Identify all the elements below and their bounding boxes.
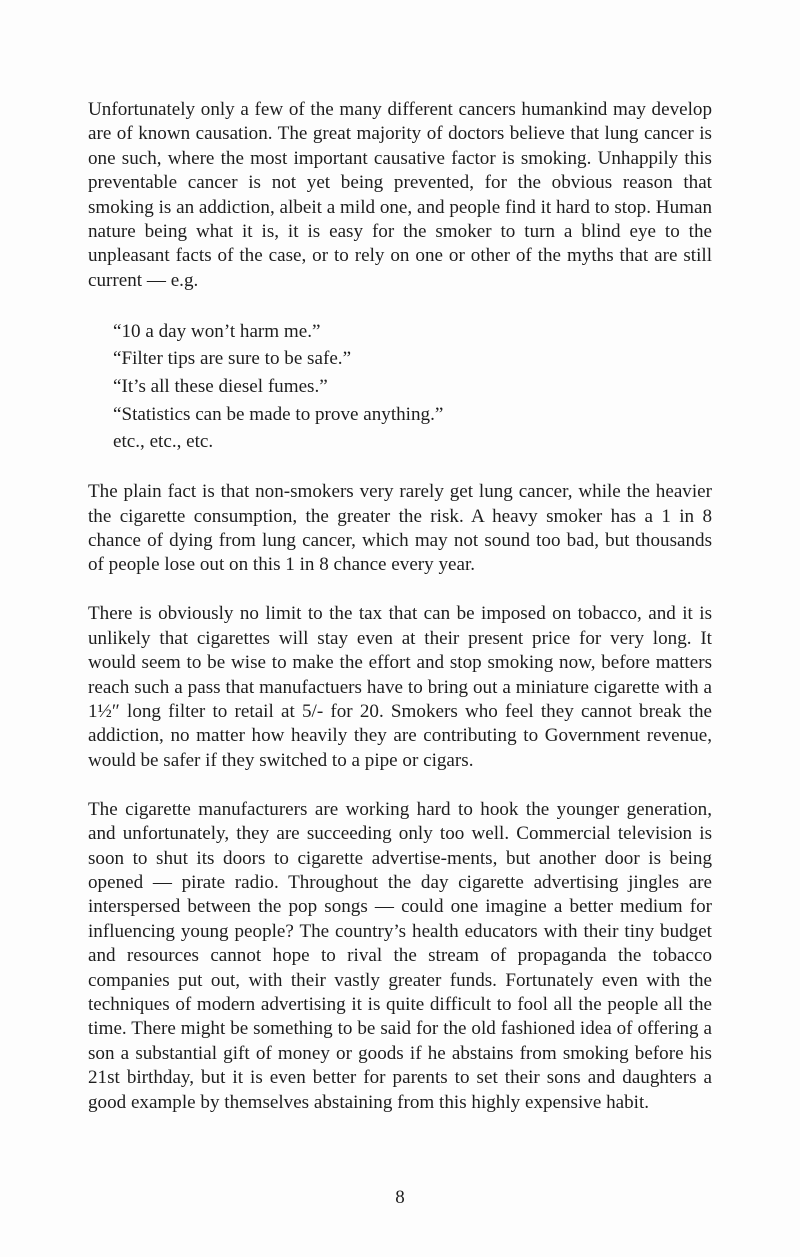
quote-line: “10 a day won’t harm me.” — [113, 320, 321, 342]
paragraph-intro: Unfortunately only a few of the many different cancers humankind may develop are of known causation. The great majority of doctors believe that lung cancer is one such, where the most important causative factor is smoking. Unhappily this preventable cancer is not yet being prevented, for the obvious reason that smoking is an addiction, albeit a mild one, and people find it hard to stop. Human nature being what it is, it is easy for the smoker to turn a blind eye to the unpleasant facts of the case, or to rely on one or other of the myths that are still current — e.g. — [88, 99, 712, 291]
paragraph-tax: There is obviously no limit to the tax that can be imposed on tobacco, and it is unlikely that cigarettes will stay even at their present price for very long. It would seem to be wise to make the effort and stop smoking now, before matters reach such a pass that manufactuers have to bring out a miniature cigarette with a 1½″ long filter to retail at 5/- for 20. Smokers who feel they cannot break the addiction, no matter how heavily they are contributing to Government revenue, would be safer if they switched to a pipe or cigars. — [88, 603, 712, 771]
quote-line: “Filter tips are sure to be safe.” — [113, 348, 352, 370]
quote-line: “Statistics can be made to prove anything.” — [113, 403, 444, 425]
paragraph-risk: The plain fact is that non-smokers very rarely get lung cancer, while the heavier the cigarette consumption, the greater the risk. A heavy smoker has a 1 in 8 chance of dying from lung cancer, which may not sound too bad, but thousands of people lose out on this 1 in 8 chance every year. — [88, 481, 712, 576]
quote-line: “It’s all these diesel fumes.” — [113, 375, 328, 397]
myth-quotes-list — [113, 318, 712, 456]
quote-line: etc., etc., etc. — [113, 431, 214, 453]
paragraph-advertising: The cigarette manufacturers are working hard to hook the younger generation, and unfortunately, they are succeeding only too well. Commercial television is soon to shut its doors to cigarette advertise-ments, but another door is being opened — pirate radio. Throughout the day cigarette advertising jingles are interspersed between the pop songs — could one imagine a better medium for influencing young people? The country’s health educators with their tiny budget and resources cannot hope to rival the stream of propaganda the tobacco companies put out, with their vastly greater funds. Fortunately even with the techniques of modern advertising it is quite difficult to fool all the people all the time. There might be something to be said for the old fashioned idea of offering a son a substantial gift of money or goods if he abstains from smoking before his 21st birthday, but it is even better for parents to set their sons and daughters a good example by themselves abstaining from this highly expensive habit. — [88, 798, 712, 1113]
page-number: 8 — [395, 1187, 405, 1208]
document-page — [88, 98, 712, 1115]
